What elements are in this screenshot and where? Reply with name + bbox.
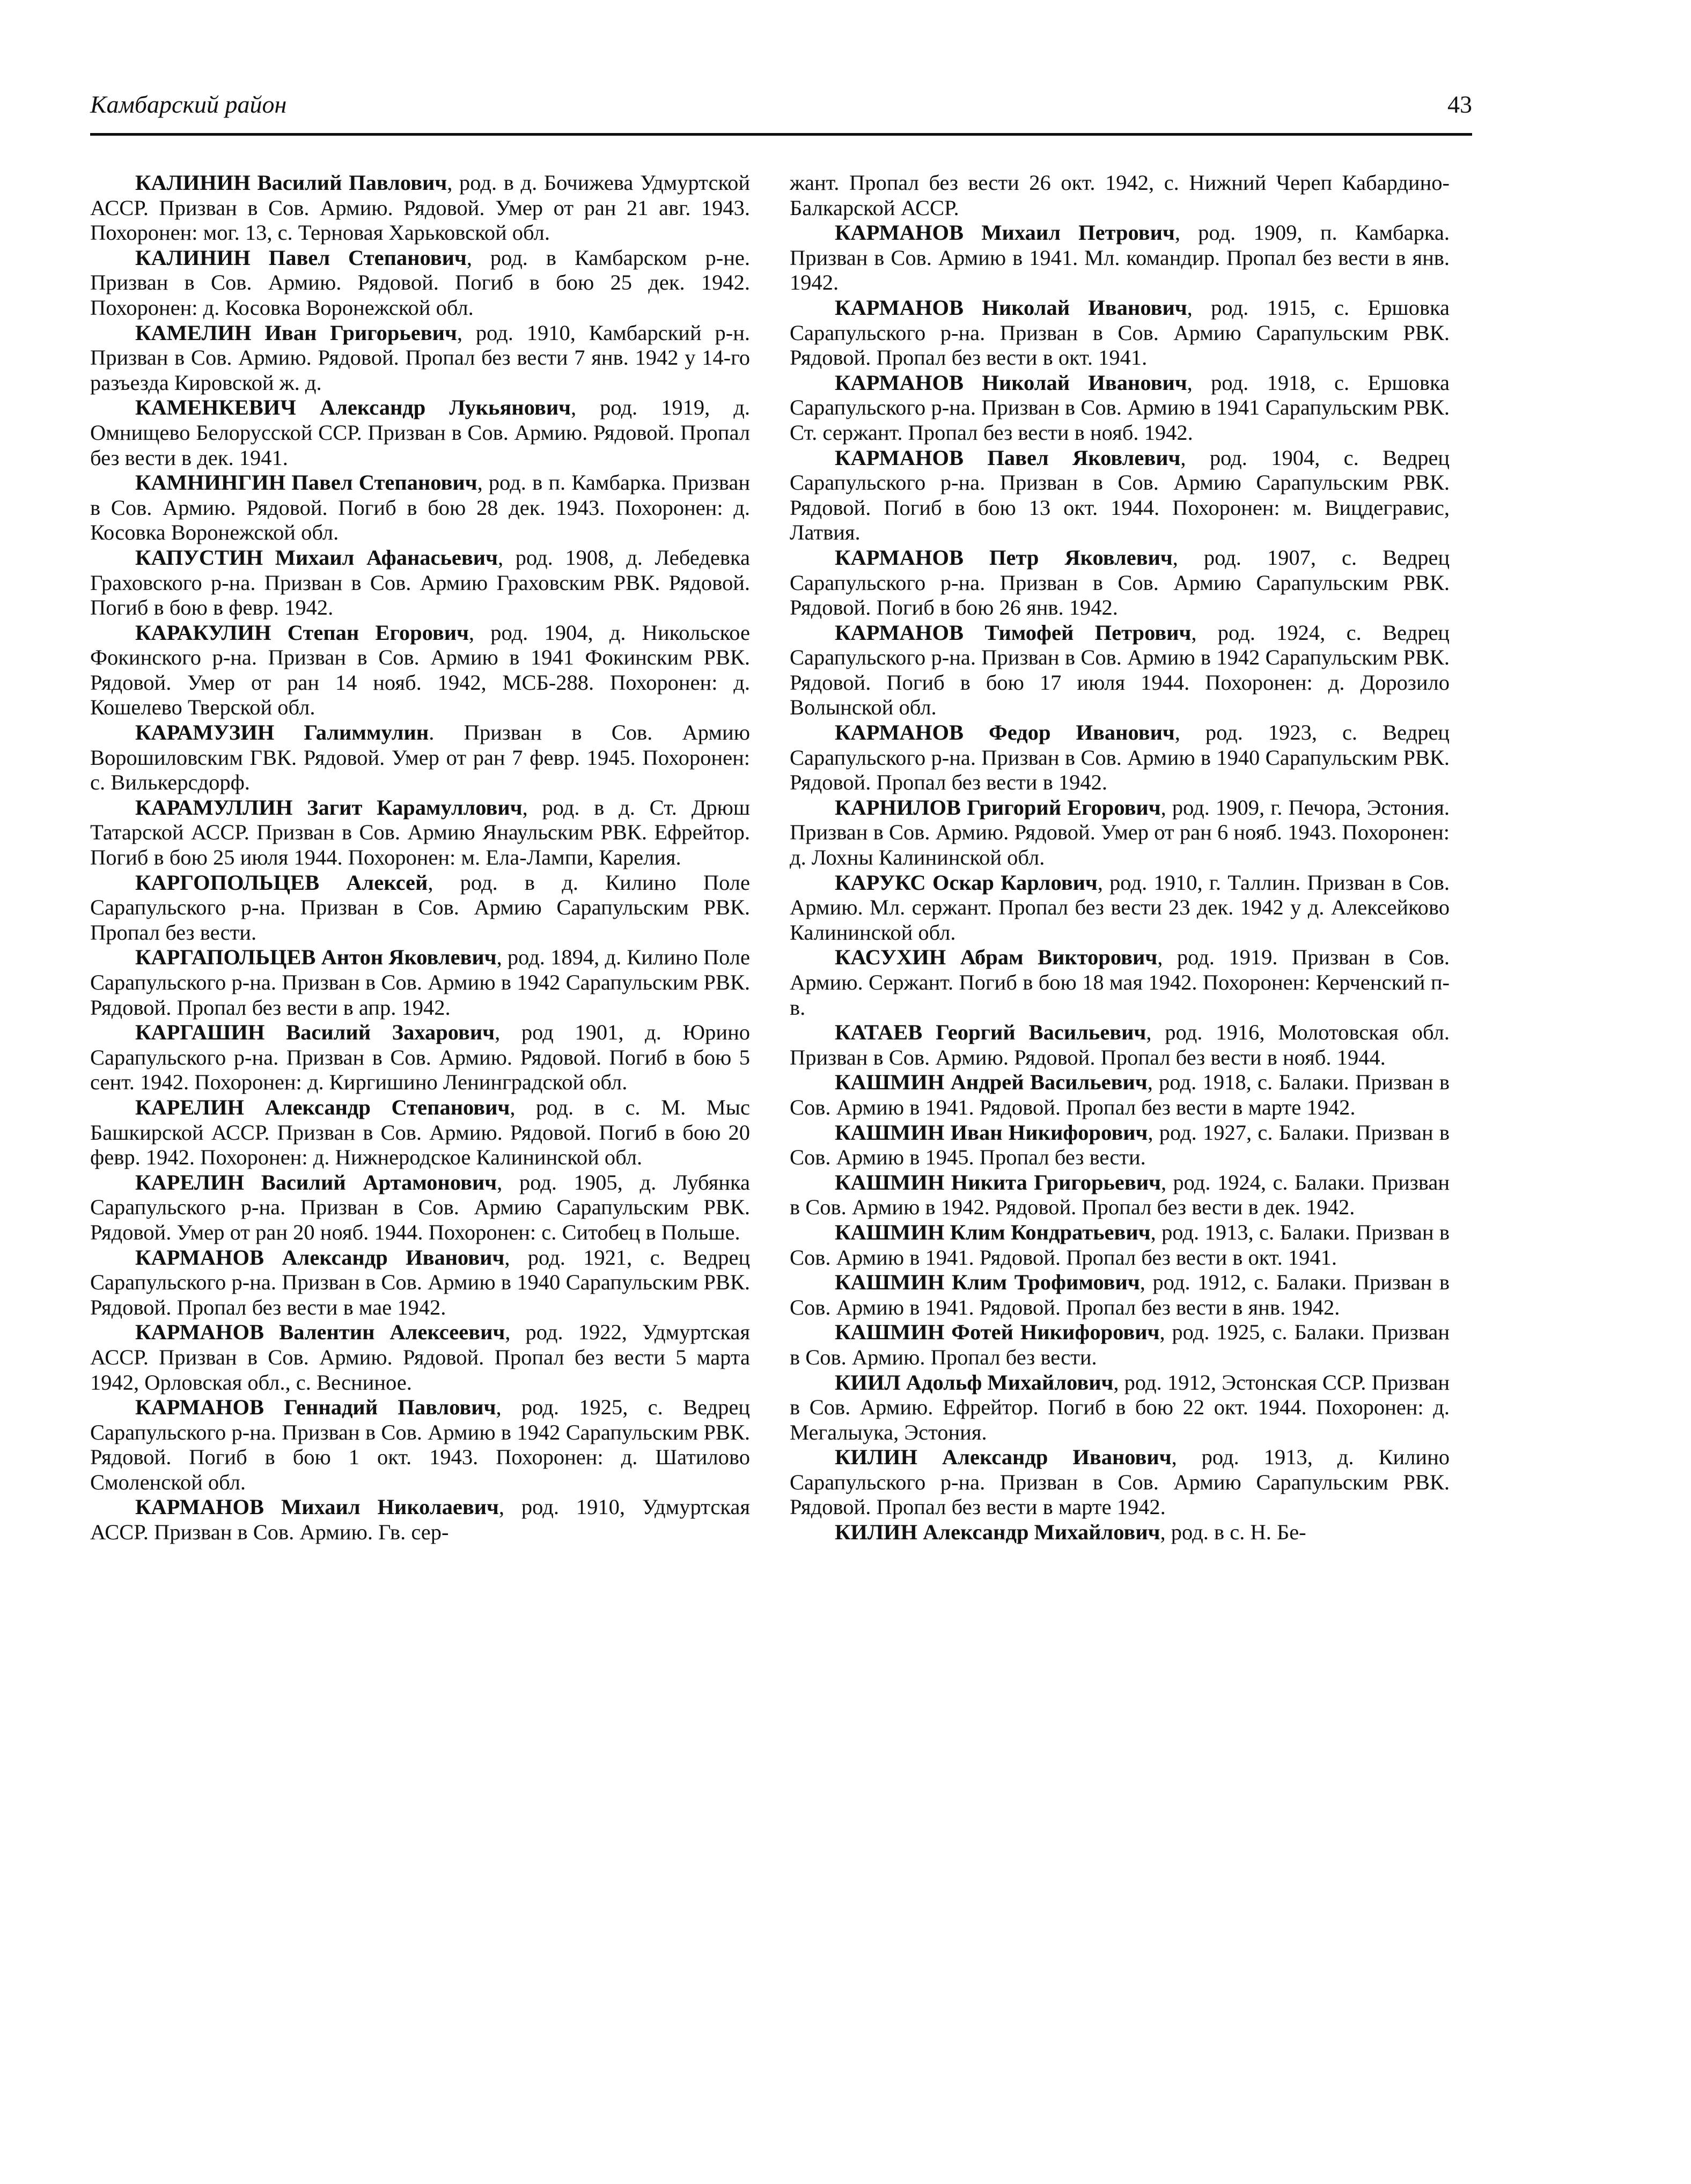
entry-given-name: Георгий Васильевич xyxy=(936,1020,1146,1045)
entry-text: , род. в с. Н. Бе- xyxy=(1160,1520,1306,1545)
entry-given-name: Загит Карамуллович xyxy=(307,795,523,820)
entry-surname: КАШМИН xyxy=(835,1270,945,1295)
entry-text: , род. 1925, с. Ведрец Сарапульского р-на. Призван в Сов. Армию в 1942 Сарапульским РВК. Рядовой. Погиб в бою 1 окт. 1943. Похоронен: д. Шатилово Смоленской обл. xyxy=(90,1395,750,1494)
entry-given-name: Андрей Васильевич xyxy=(950,1070,1148,1095)
entry-text: , род. 1915, с. Ершовка Сарапульского р-на. Призван в Сов. Армию Сарапульским РВК. Рядовой. Пропал без вести в окт. 1941. xyxy=(790,295,1450,370)
entry xyxy=(790,545,1450,621)
entry-text: , род 1901, д. Юрино Сарапульского р-на. Призван в Сов. Армию. Рядовой. Погиб в бою 5 сент. 1942. Похоронен: д. Киргишино Ленинградской обл. xyxy=(90,1020,750,1095)
entry xyxy=(90,1095,750,1170)
entry-given-name: Григорий Егорович xyxy=(967,795,1161,820)
entry-surname: КАРМАНОВ xyxy=(135,1495,264,1519)
entry-text: , род. 1927, с. Балаки. Призван в Сов. Армию в 1945. Пропал без вести. xyxy=(790,1120,1450,1170)
entry-text: , род. 1919, д. Омнищево Белорусской ССР. Призван в Сов. Армию. Рядовой. Пропал без вести в дек. 1941. xyxy=(90,395,750,470)
entry-surname: КАЛИНИН xyxy=(135,245,251,270)
entry xyxy=(790,171,1450,220)
entry xyxy=(90,395,750,470)
entry-given-name: Антон Яковлевич xyxy=(321,945,497,970)
entry-surname: КАРМАНОВ xyxy=(835,220,964,245)
header-rule xyxy=(90,133,1472,136)
entry-given-name: Клим Трофимович xyxy=(952,1270,1140,1295)
entry-text: , род. 1924, с. Балаки. Призван в Сов. Армию в 1942. Рядовой. Пропал без вести в дек. 1942. xyxy=(790,1170,1450,1220)
entry-surname: КАРГОПОЛЬЦЕВ xyxy=(135,870,320,895)
entry-surname: КАРАМУЗИН xyxy=(135,720,275,745)
entry-surname: КИЛИН xyxy=(835,1520,918,1545)
entry-surname: КАРМАНОВ xyxy=(835,620,964,645)
right-column xyxy=(790,171,1450,1545)
entry-surname: КАШМИН xyxy=(835,1220,945,1244)
entry-surname: КАРУКС xyxy=(835,870,926,895)
entry-given-name: Адольф Михайлович xyxy=(906,1370,1114,1394)
entry-text: , род. 1894, д. Килино Поле Сарапульского р-на. Призван в Сов. Армию в 1942 Сарапульским РВК. Рядовой. Пропал без вести в апр. 1942. xyxy=(90,945,750,1020)
entry-given-name: Михаил Петрович xyxy=(981,220,1175,245)
entry-given-name: Иван Григорьевич xyxy=(264,320,457,345)
entry-text: , род. 1910, г. Таллин. Призван в Сов. Армию. Мл. сержант. Пропал без вести 23 дек. 1942 у д. Алексейково Калининской обл. xyxy=(790,870,1450,945)
entry xyxy=(790,1220,1450,1270)
entry xyxy=(790,1020,1450,1070)
entry-surname: КАРМАНОВ xyxy=(835,545,964,570)
page-number: 43 xyxy=(1447,91,1472,118)
entry-surname: КАСУХИН xyxy=(835,945,946,970)
entry xyxy=(790,1270,1450,1320)
entry-surname: КАРМАНОВ xyxy=(835,720,964,745)
entry xyxy=(790,1370,1450,1445)
page-header xyxy=(90,90,1472,136)
entry xyxy=(90,1320,750,1395)
entry-surname: КАМЕНКЕВИЧ xyxy=(135,395,296,420)
entry-surname: КАПУСТИН xyxy=(135,545,263,570)
entry-given-name: Фотей Никифорович xyxy=(951,1320,1160,1345)
entry-given-name: Валентин Алексеевич xyxy=(279,1320,505,1345)
entry-given-name: Александр Михайлович xyxy=(923,1520,1160,1545)
entry-surname: КАРГАШИН xyxy=(135,1020,265,1045)
entry-text: , род. 1919. Призван в Сов. Армию. Сержант. Погиб в бою 18 мая 1942. Похоронен: Керченский п-в. xyxy=(790,945,1450,1020)
entry-surname: КАРМАНОВ xyxy=(835,445,964,470)
entry xyxy=(90,470,750,545)
entry xyxy=(90,171,750,246)
entry-given-name: Абрам Викторович xyxy=(960,945,1158,970)
entry-given-name: Петр Яковлевич xyxy=(989,545,1173,570)
entry-text: , род. 1912, с. Балаки. Призван в Сов. Армию в 1941. Рядовой. Пропал без вести в янв. 1942. xyxy=(790,1270,1450,1319)
entry xyxy=(90,720,750,795)
entry-given-name: Федор Иванович xyxy=(989,720,1175,745)
entry-surname: КАМНИНГИН xyxy=(135,470,286,495)
entry xyxy=(790,870,1450,946)
entry-given-name: Василий Захарович xyxy=(286,1020,495,1045)
entry-text: , род. 1909, г. Печора, Эстония. Призван в Сов. Армию. Рядовой. Умер от ран 6 нояб. 1943. Похоронен: д. Лохны Калининской обл. xyxy=(790,795,1450,870)
entry-surname: КАТАЕВ xyxy=(835,1020,923,1045)
entry-surname: КАШМИН xyxy=(835,1120,945,1145)
entry-given-name: Клим Кондратьевич xyxy=(950,1220,1151,1244)
entry-text: , род. 1918, с. Балаки. Призван в Сов. Армию в 1941. Рядовой. Пропал без вести в марте 1942. xyxy=(790,1070,1450,1119)
entry xyxy=(790,621,1450,720)
entry xyxy=(790,1520,1450,1545)
entry-given-name: Никита Григорьевич xyxy=(951,1170,1161,1194)
entry-given-name: Михаил Николаевич xyxy=(281,1495,499,1519)
entry-given-name: Николай Иванович xyxy=(982,295,1187,320)
entry xyxy=(790,1320,1450,1370)
entry xyxy=(790,795,1450,870)
entry-text: , род. 1922, Удмуртская АССР. Призван в Сов. Армию. Рядовой. Пропал без вести 5 марта 1942, Орловская обл., с. Весниное. xyxy=(90,1320,750,1394)
entry-text: , род. в д. Бочижева Удмуртской АССР. Призван в Сов. Армию. Рядовой. Умер от ран 21 авг. 1943. Похоронен: мог. 13, с. Терновая Харьковской обл. xyxy=(90,171,750,245)
entry-given-name: Михаил Афанасьевич xyxy=(275,545,498,570)
entry xyxy=(90,246,750,321)
entry-given-name: Геннадий Павлович xyxy=(284,1395,496,1420)
entry-surname: КАРМАНОВ xyxy=(135,1320,264,1345)
entry-surname: КАРМАНОВ xyxy=(835,370,964,395)
entry-text: , род. 1921, с. Ведрец Сарапульского р-на. Призван в Сов. Армию в 1940 Сарапульским РВК. Рядовой. Пропал без вести в мае 1942. xyxy=(90,1245,750,1319)
entry-given-name: Александр Лукьянович xyxy=(319,395,571,420)
entry-given-name: Александр Иванович xyxy=(282,1245,505,1270)
entry-given-name: Оскар Карлович xyxy=(932,870,1098,895)
entry-given-name: Николай Иванович xyxy=(982,370,1187,395)
entry-text: , род. в п. Камбарка. Призван в Сов. Армию. Рядовой. Погиб в бою 28 дек. 1943. Похоронен: д. Косовка Воронежской обл. xyxy=(90,470,750,545)
entry-text: , род. 1916, Молотовская обл. Призван в Сов. Армию. Рядовой. Пропал без вести в нояб. 1944. xyxy=(790,1020,1450,1069)
entry-surname: КАМЕЛИН xyxy=(135,320,252,345)
entry-surname: КАРМАНОВ xyxy=(135,1395,264,1420)
entry xyxy=(90,795,750,870)
entry xyxy=(790,220,1450,296)
entry xyxy=(790,296,1450,371)
entry xyxy=(790,371,1450,446)
entry-given-name: Павел Яковлевич xyxy=(987,445,1181,470)
entry xyxy=(790,1070,1450,1120)
entry xyxy=(90,870,750,946)
entry-text: , род. 1923, с. Ведрец Сарапульского р-на. Призван в Сов. Армию в 1940 Сарапульским РВК. Рядовой. Пропал без вести в 1942. xyxy=(790,720,1450,795)
entry xyxy=(90,545,750,621)
running-title: Камбарский район xyxy=(90,91,287,118)
entry-text: , род. 1913, д. Килино Сарапульского р-на. Призван в Сов. Армию Сарапульским РВК. Рядовой. Пропал без вести в марте 1942. xyxy=(790,1445,1450,1519)
entry xyxy=(90,621,750,720)
entry-text: , род. 1905, д. Лубянка Сарапульского р-на. Призван в Сов. Армию Сарапульским РВК. Рядовой. Умер от ран 20 нояб. 1944. Похоронен: с. Ситобец в Польше. xyxy=(90,1170,750,1244)
entry-text: , род. 1913, с. Балаки. Призван в Сов. Армию в 1941. Рядовой. Пропал без вести в окт. 1941. xyxy=(790,1220,1450,1270)
entry-given-name: Василий Павлович xyxy=(257,171,447,195)
entry-text: жант. Пропал без вести 26 окт. 1942, с. Нижний Череп Кабардино-Балкарской АССР. xyxy=(790,171,1450,220)
entry-surname: КАРЕЛИН xyxy=(135,1095,245,1119)
entry-given-name: Василий Артамонович xyxy=(261,1170,497,1194)
entry-surname: КИИЛ xyxy=(835,1370,901,1394)
entry xyxy=(790,1120,1450,1170)
entry-text: , род. 1924, с. Ведрец Сарапульского р-на. Призван в Сов. Армию в 1942 Сарапульским РВК. Рядовой. Погиб в бою 17 июля 1944. Похоронен: д. Дорозило Волынской обл. xyxy=(790,620,1450,720)
entry-given-name: Павел Степанович xyxy=(268,245,467,270)
entry-text: , род. 1912, Эстонская ССР. Призван в Сов. Армию. Ефрейтор. Погиб в бою 22 окт. 1944. Похоронен: д. Мегалыука, Эстония. xyxy=(790,1370,1450,1444)
entry-text: , род. 1918, с. Ершовка Сарапульского р-на. Призван в Сов. Армию в 1941 Сарапульским РВК. Ст. сержант. Пропал без вести в нояб. 1942. xyxy=(790,370,1450,445)
entry-text: , род. 1904, д. Никольское Фокинского р-на. Призван в Сов. Армию в 1941 Фокинским РВК. Рядовой. Умер от ран 14 нояб. 1942, МСБ-288. Похоронен: д. Кошелево Тверской обл. xyxy=(90,620,751,720)
entry xyxy=(90,1495,750,1545)
entry-surname: КАЛИНИН xyxy=(135,171,251,195)
entry-surname: КИЛИН xyxy=(835,1445,918,1470)
entry-given-name: Павел Степанович xyxy=(291,470,477,495)
entry-surname: КАРГАПОЛЬЦЕВ xyxy=(135,945,316,970)
entry xyxy=(790,446,1450,545)
entry xyxy=(90,1170,750,1245)
entry-text: , род. 1909, п. Камбарка. Призван в Сов. Армию в 1941. Мл. командир. Пропал без вести в янв. 1942. xyxy=(790,220,1450,295)
entry xyxy=(90,1245,750,1320)
entry-given-name: Александр Иванович xyxy=(942,1445,1172,1470)
entry-given-name: Иван Никифорович xyxy=(950,1120,1148,1145)
entry-text: , род. в Камбарском р-не. Призван в Сов. Армию. Рядовой. Погиб в бою 25 дек. 1942. Похоронен: д. Косовка Воронежской обл. xyxy=(90,245,750,320)
entry-given-name: Александр Степанович xyxy=(264,1095,510,1119)
entry-given-name: Алексей xyxy=(346,870,428,895)
entry-surname: КАРАМУЛЛИН xyxy=(135,795,293,820)
entry-surname: КАРЕЛИН xyxy=(135,1170,245,1194)
entry-surname: КАРМАНОВ xyxy=(135,1245,264,1270)
entry xyxy=(790,1170,1450,1220)
entry-surname: КАРНИЛОВ xyxy=(835,795,961,820)
entry-text: , род. 1910, Камбарский р-н. Призван в Сов. Армию. Рядовой. Пропал без вести 7 янв. 1942 у 14-го разъезда Кировской ж. д. xyxy=(90,320,751,395)
entry-text: . Призван в Сов. Армию Ворошиловским ГВК. Рядовой. Умер от ран 7 февр. 1945. Похоронен: с. Вилькерсдорф. xyxy=(90,720,750,795)
entry-given-name: Галиммулин xyxy=(304,720,429,745)
entry-given-name: Степан Егорович xyxy=(287,620,469,645)
entry xyxy=(90,1020,750,1095)
entry xyxy=(790,720,1450,795)
entry-given-name: Тимофей Петрович xyxy=(984,620,1192,645)
entry-surname: КАШМИН xyxy=(835,1170,945,1194)
entry-text: , род. 1907, с. Ведрец Сарапульского р-на. Призван в Сов. Армию Сарапульским РВК. Рядовой. Погиб в бою 26 янв. 1942. xyxy=(790,545,1450,620)
entry xyxy=(90,945,750,1020)
entry-surname: КАРМАНОВ xyxy=(835,295,964,320)
entry-text: , род. в д. Килино Поле Сарапульского р-на. Призван в Сов. Армию Сарапульским РВК. Пропал без вести. xyxy=(90,870,750,945)
entry-text: , род. в с. М. Мыс Башкирской АССР. Призван в Сов. Армию. Рядовой. Погиб в бою 20 февр. 1942. Похоронен: д. Нижнеродское Калининской обл. xyxy=(90,1095,750,1170)
entry-text: , род. в д. Ст. Дрюш Татарской АССР. Призван в Сов. Армию Янаульским РВК. Ефрейтор. Погиб в бою 25 июля 1944. Похоронен: м. Ела-Лампи, Карелия. xyxy=(90,795,751,870)
entry xyxy=(790,945,1450,1020)
entry-surname: КАРАКУЛИН xyxy=(135,620,271,645)
entry-surname: КАШМИН xyxy=(835,1320,945,1345)
entry-text: , род. 1910, Удмуртская АССР. Призван в Сов. Армию. Гв. сер- xyxy=(90,1495,751,1545)
entry-text: , род. 1908, д. Лебедевка Граховского р-на. Призван в Сов. Армию Граховским РВК. Рядовой. Погиб в бою в февр. 1942. xyxy=(90,545,750,620)
entry-text: , род. 1904, с. Ведрец Сарапульского р-на. Призван в Сов. Армию Сарапульским РВК. Рядовой. Погиб в бою 13 окт. 1944. Похоронен: м. Вицдегравис, Латвия. xyxy=(790,445,1450,545)
entry xyxy=(790,1445,1450,1520)
entry xyxy=(90,1395,750,1495)
entry-surname: КАШМИН xyxy=(835,1070,945,1095)
left-column xyxy=(90,171,750,1545)
entry xyxy=(90,321,750,396)
entry-text: , род. 1925, с. Балаки. Призван в Сов. Армию. Пропал без вести. xyxy=(790,1320,1450,1369)
